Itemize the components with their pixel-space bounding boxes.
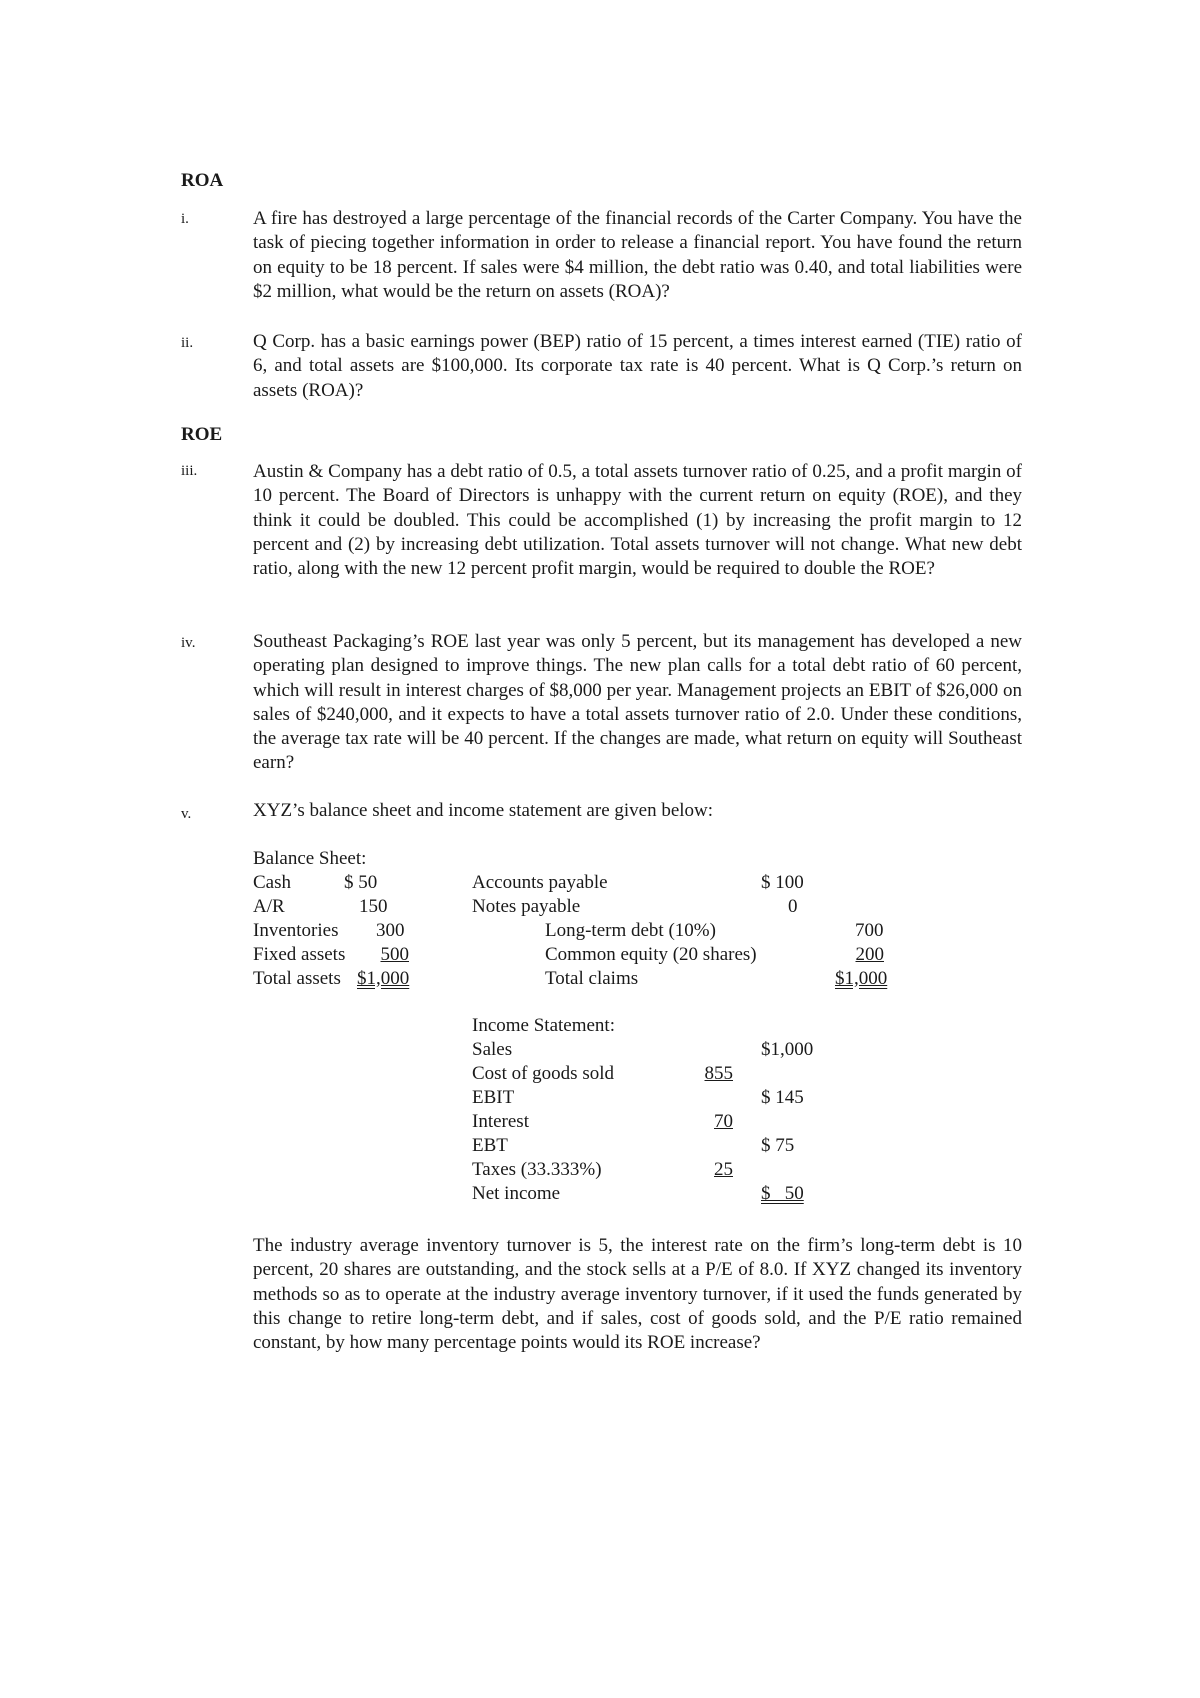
asset-label: Fixed assets (253, 944, 346, 965)
income-mid-value: 855 (704, 1063, 733, 1084)
income-mid-value: 70 (714, 1111, 733, 1132)
asset-value: $1,000 (357, 968, 410, 989)
asset-label: A/R (253, 896, 285, 917)
asset-label: Cash (253, 872, 291, 893)
income-right-value: $ 145 (761, 1087, 804, 1108)
claim-label: Common equity (20 shares) (545, 944, 757, 965)
balance-sheet-title: Balance Sheet: (253, 848, 367, 869)
asset-label: Total assets (253, 968, 341, 989)
closing-paragraph: The industry average inventory turnover is 5, the interest rate on the firm’s long-term debt is 10 percent, 20 shares are outstanding, and the stock sells at a P/E of 8.0. If XYZ changed its inventory methods so as to operate at the industry average inventory turnover, if it used the funds generated by this change to retire long-term debt, and if sales, cost of goods sold, and the P/E ratio remained constant, by how many percentage points would its ROE increase? (253, 1235, 1022, 1354)
section-heading-roa: ROA (181, 170, 224, 191)
income-mid-value: 25 (714, 1159, 733, 1180)
claim-label: Long-term debt (10%) (545, 920, 716, 941)
income-label: EBIT (472, 1087, 515, 1108)
problem-text-4: Southeast Packaging’s ROE last year was only 5 percent, but its management has developed a new operating plan designed to improve things. The new plan calls for a total debt ratio of 60 percent, which will result in interest charges of $8,000 per year. Management projects an EBIT of $26,000 on sales of $240,000, and it expects to have a total assets turnover ratio of 2.0. Under these conditions, the average tax rate will be 40 percent. If the changes are made, what return on equity will Southeast earn? (253, 631, 1022, 774)
claim-value: 0 (788, 896, 798, 917)
income-right-value: $ 50 (761, 1183, 804, 1204)
problem-marker: ii. (181, 335, 194, 351)
claim-label: Notes payable (472, 896, 581, 917)
income-statement-title: Income Statement: (472, 1015, 615, 1036)
income-label: Net income (472, 1183, 561, 1204)
income-label: Cost of goods sold (472, 1063, 614, 1084)
claim-label: Total claims (545, 968, 639, 989)
problem-text-5: XYZ’s balance sheet and income statement are given below: (253, 800, 714, 821)
asset-value: 500 (380, 944, 409, 965)
claim-value: $ 100 (761, 872, 804, 893)
income-label: Sales (472, 1039, 513, 1060)
problem-marker: v. (181, 806, 192, 822)
claim-value: $1,000 (835, 968, 888, 989)
asset-value: 300 (376, 920, 405, 941)
asset-value: 150 (359, 896, 388, 917)
income-right-value: $ 75 (761, 1135, 795, 1156)
claim-value: 200 (855, 944, 884, 965)
problem-text-3: Austin & Company has a debt ratio of 0.5, a total assets turnover ratio of 0.25, and a profit margin of 10 percent. The Board of Directors is unhappy with the current return on equity (ROE), and they think it could be doubled. This could be accomplished (1) by increasing the profit margin to 12 percent and (2) by increasing debt utilization. Total assets turnover will not change. What new debt ratio, along with the new 12 percent profit margin, would be required to double the ROE? (253, 461, 1022, 580)
problem-marker: iii. (181, 463, 198, 479)
income-right-value: $1,000 (761, 1039, 814, 1060)
problem-marker: i. (181, 211, 189, 227)
problem-text-2: Q Corp. has a basic earnings power (BEP) ratio of 15 percent, a times interest earned (TIE) ratio of 6, and total assets are $100,000. Its corporate tax rate is 40 percent. What is Q Corp.’s return on assets (ROA)? (253, 331, 1022, 401)
asset-value: $ 50 (344, 872, 378, 893)
problem-text-1: A fire has destroyed a large percentage of the financial records of the Carter Company. You have the task of piecing together information in order to release a financial report. You have found the return on equity to be 18 percent. If sales were $4 million, the debt ratio was 0.40, and total liabilities were $2 million, what would be the return on assets (ROA)? (253, 208, 1022, 302)
asset-label: Inventories (253, 920, 339, 941)
claim-value: 700 (855, 920, 884, 941)
problem-marker: iv. (181, 635, 196, 651)
income-label: Interest (472, 1111, 529, 1132)
claim-label: Accounts payable (472, 872, 608, 893)
income-label: EBT (472, 1135, 508, 1156)
section-heading-roe: ROE (181, 424, 223, 445)
income-label: Taxes (33.333%) (472, 1159, 602, 1180)
